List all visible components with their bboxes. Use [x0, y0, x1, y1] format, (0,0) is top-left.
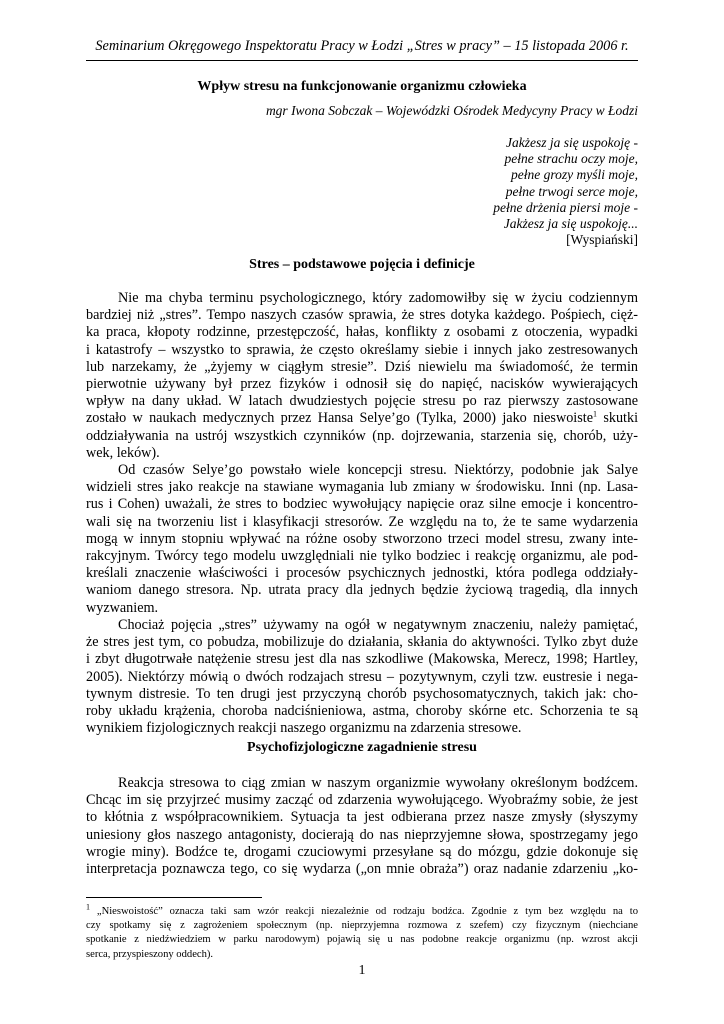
text-line: mogą w innym stopniu wpływać na różne osoby stworzono trzeci model stresu, zwany inte- [86, 530, 638, 547]
article-title: Wpływ stresu na funkcjonowanie organizmu człowieka [197, 79, 527, 94]
paragraph-2 [86, 462, 638, 617]
footnote-line: $^1$ „Nieswoistość” oznacza taki sam wzór reakcji niezależnie od rodzaju bodźca. Zgodnie z tym bez względu na to [86, 902, 638, 917]
running-header: Seminarium Okręgowego Inspektoratu Pracy w Łodzi „Stres w pracy” – 15 listopada 2006 r. [95, 38, 629, 54]
section-heading-psychofizjologia: Psychofizjologiczne zagadnienie stresu [247, 740, 477, 755]
footnote-line: serca, przyspieszony oddech). [86, 948, 214, 960]
text-line: to kłótnia z współpracownikiem. Sytuacja ta jest odbierana przez nasze zmysły (słyszymy [86, 809, 638, 826]
text-line: zostało w naukach medycznych przez Hansa Selye’go (Tylka, 2000) jako nieswoiste$^1$ skutki [86, 409, 639, 427]
text-line: wpływ na dany układ. W latach dwudziestych pojęcie stresu po raz pierwszy zastosowane [86, 393, 638, 410]
text-line: widzieli stres jako reakcje na stawiane wymagania lub zmiany w środowisku. Inni (np. Lasa- [86, 479, 638, 496]
footnote-reference: 1 [593, 409, 597, 419]
text-line: roby układu krążenia, choroba nadciśnieniowa, astma, choroby skórne etc. Schorzenia te są [86, 702, 638, 719]
text-line: wynikiem fizjologicznych reakcji naszego organizmu na zdarzenia stresowe. [86, 720, 522, 737]
text-line: kreślali znaczenie właściwości i procesów psychicznych jednostki, która podlega oddziały- [86, 565, 638, 582]
poem-line: pełne trwogi serce moje, [505, 183, 638, 199]
paragraph-4 [86, 775, 638, 878]
text-line: Chcąc im się przyjrzeć musimy zacząć od zdarzenia wywołującego. Wyobraźmy sobie, że jest [86, 792, 638, 809]
text-line: że stres jest tym, co pobudza, mobilizuje do działania, skłania do aktywności. Tylko zbyt duże [86, 634, 638, 651]
footnote [86, 902, 638, 962]
text-line: ka praca, kłopoty rodzinne, przestępczość, hałas, konflikty z osobami z otoczenia, wypadki [86, 324, 638, 341]
epigraph-poem [493, 135, 638, 248]
header-divider [86, 60, 638, 61]
text-line: tywnym distresie. To ten drugi jest przyczyną chorób psychosomatycznych, takich jak: cho- [86, 685, 638, 702]
text-line: lub narzekamy, że „żyjemy w ciągłym stresie”. Dziś niewielu ma świadomość, że termin [86, 358, 638, 375]
text-line: wyzwaniem. [86, 599, 159, 616]
paragraph-3 [86, 617, 638, 737]
author-line: mgr Iwona Sobczak – Wojewódzki Ośrodek Medycyny Pracy w Łodzi [265, 103, 638, 118]
footnote-number: 1 [86, 902, 90, 912]
text-line: 2005). Niektórzy mówią o dwóch rodzajach stresu – pozytywnym, czyli tzw. eustresie i nega- [86, 668, 638, 685]
footnote-line: spotkanie z niedźwiedziem w parku narodowym) pojawią się u nas podobne reakcje organizmu (np. wzrost akcji [86, 934, 638, 946]
text-line: Od czasów Selye’go powstało wiele koncepcji stresu. Niektórzy, podobnie jak Salye [118, 462, 638, 478]
footnote-line: czy spotkamy się z zagrożeniem społecznym (np. nieprzyjemna rozmowa z szefem) czy fizycznym (niechciane [86, 920, 638, 932]
text-line: Chociaż pojęcia „stres” używamy na ogół w negatywnym znaczeniu, należy pamiętać, [118, 617, 638, 633]
text-line: Reakcja stresowa to ciąg zmian w naszym organizmie wywołany określonym bodźcem. [118, 775, 638, 791]
text-line: bardziej niż „stres”. Tempo naszych czasów sprawia, że stres dotyka każdego. Pośpiech, cięż- [86, 307, 638, 324]
poem-line: Jakżesz ja się uspokoję... [503, 215, 638, 231]
section-heading-stres: Stres – podstawowe pojęcia i definicje [249, 257, 475, 272]
poem-attribution: [Wyspiański] [566, 232, 638, 248]
text-line: wek, leków). [86, 444, 160, 461]
text-line: Nie ma chyba terminu psychologicznego, który zadomowiłby się w życiu codziennym [118, 290, 638, 306]
text-line: i zbyt długotrwałe natężenie stresu jest dla nas szkodliwe (Makowska, Merecz, 1998; Hartley, [86, 651, 638, 668]
text-line: uniesiony głos naszego antagonisty, docierają do nas nieprzyjemne słowa, spostrzegamy jego [86, 826, 638, 843]
text-line: wali się na tworzeniu list i klasyfikacji stresorów. Ze względu na to, że te same wydarzenia [86, 513, 638, 530]
poem-line: pełne strachu oczy moje, [504, 151, 638, 167]
text-line: pierwotnie używany był przez fizyków i odnosił się do napięć, nacisków wywierających [86, 375, 638, 392]
page-number: 1 [358, 963, 366, 978]
poem-line: Jakżesz ja się uspokoję - [506, 135, 638, 150]
poem-line: pełne drżenia piersi moje - [493, 199, 638, 215]
text-line: oddziaływania na ustrój wszystkich czynników (np. dojrzewania, starzenia się, chorób, uży- [86, 427, 638, 444]
text-line: rus i Cohen) uważali, że stres to bodziec wywołujący napięcie oraz silne emocje i koncentro- [86, 496, 638, 513]
paragraph-1 [86, 290, 638, 462]
text-line: i katastrofy – wszystko to sprawia, że często określamy siebie i innych jako zestresowanych [86, 341, 638, 358]
text-line: waniom danego stresora. Np. utrata pracy dla jednych będzie życiową tragedią, dla innych [86, 582, 638, 599]
poem-line: pełne grozy myśli moje, [511, 167, 638, 183]
text-line: interpretacja poznawcza tego, co się wydarza („on mnie obraża”) oraz nadanie zdarzeniu „ko- [86, 860, 638, 877]
footnote-divider [86, 897, 262, 898]
text-line: wrogie miny). Bodźce te, drogami czuciowymi przesyłane są do mózgu, gdzie dokonuje się [86, 843, 638, 860]
text-line: rakcyjnym. Twórcy tego modelu uwzględniali nie tylko bodziec i reakcję organizmu, ale pod- [86, 547, 638, 564]
